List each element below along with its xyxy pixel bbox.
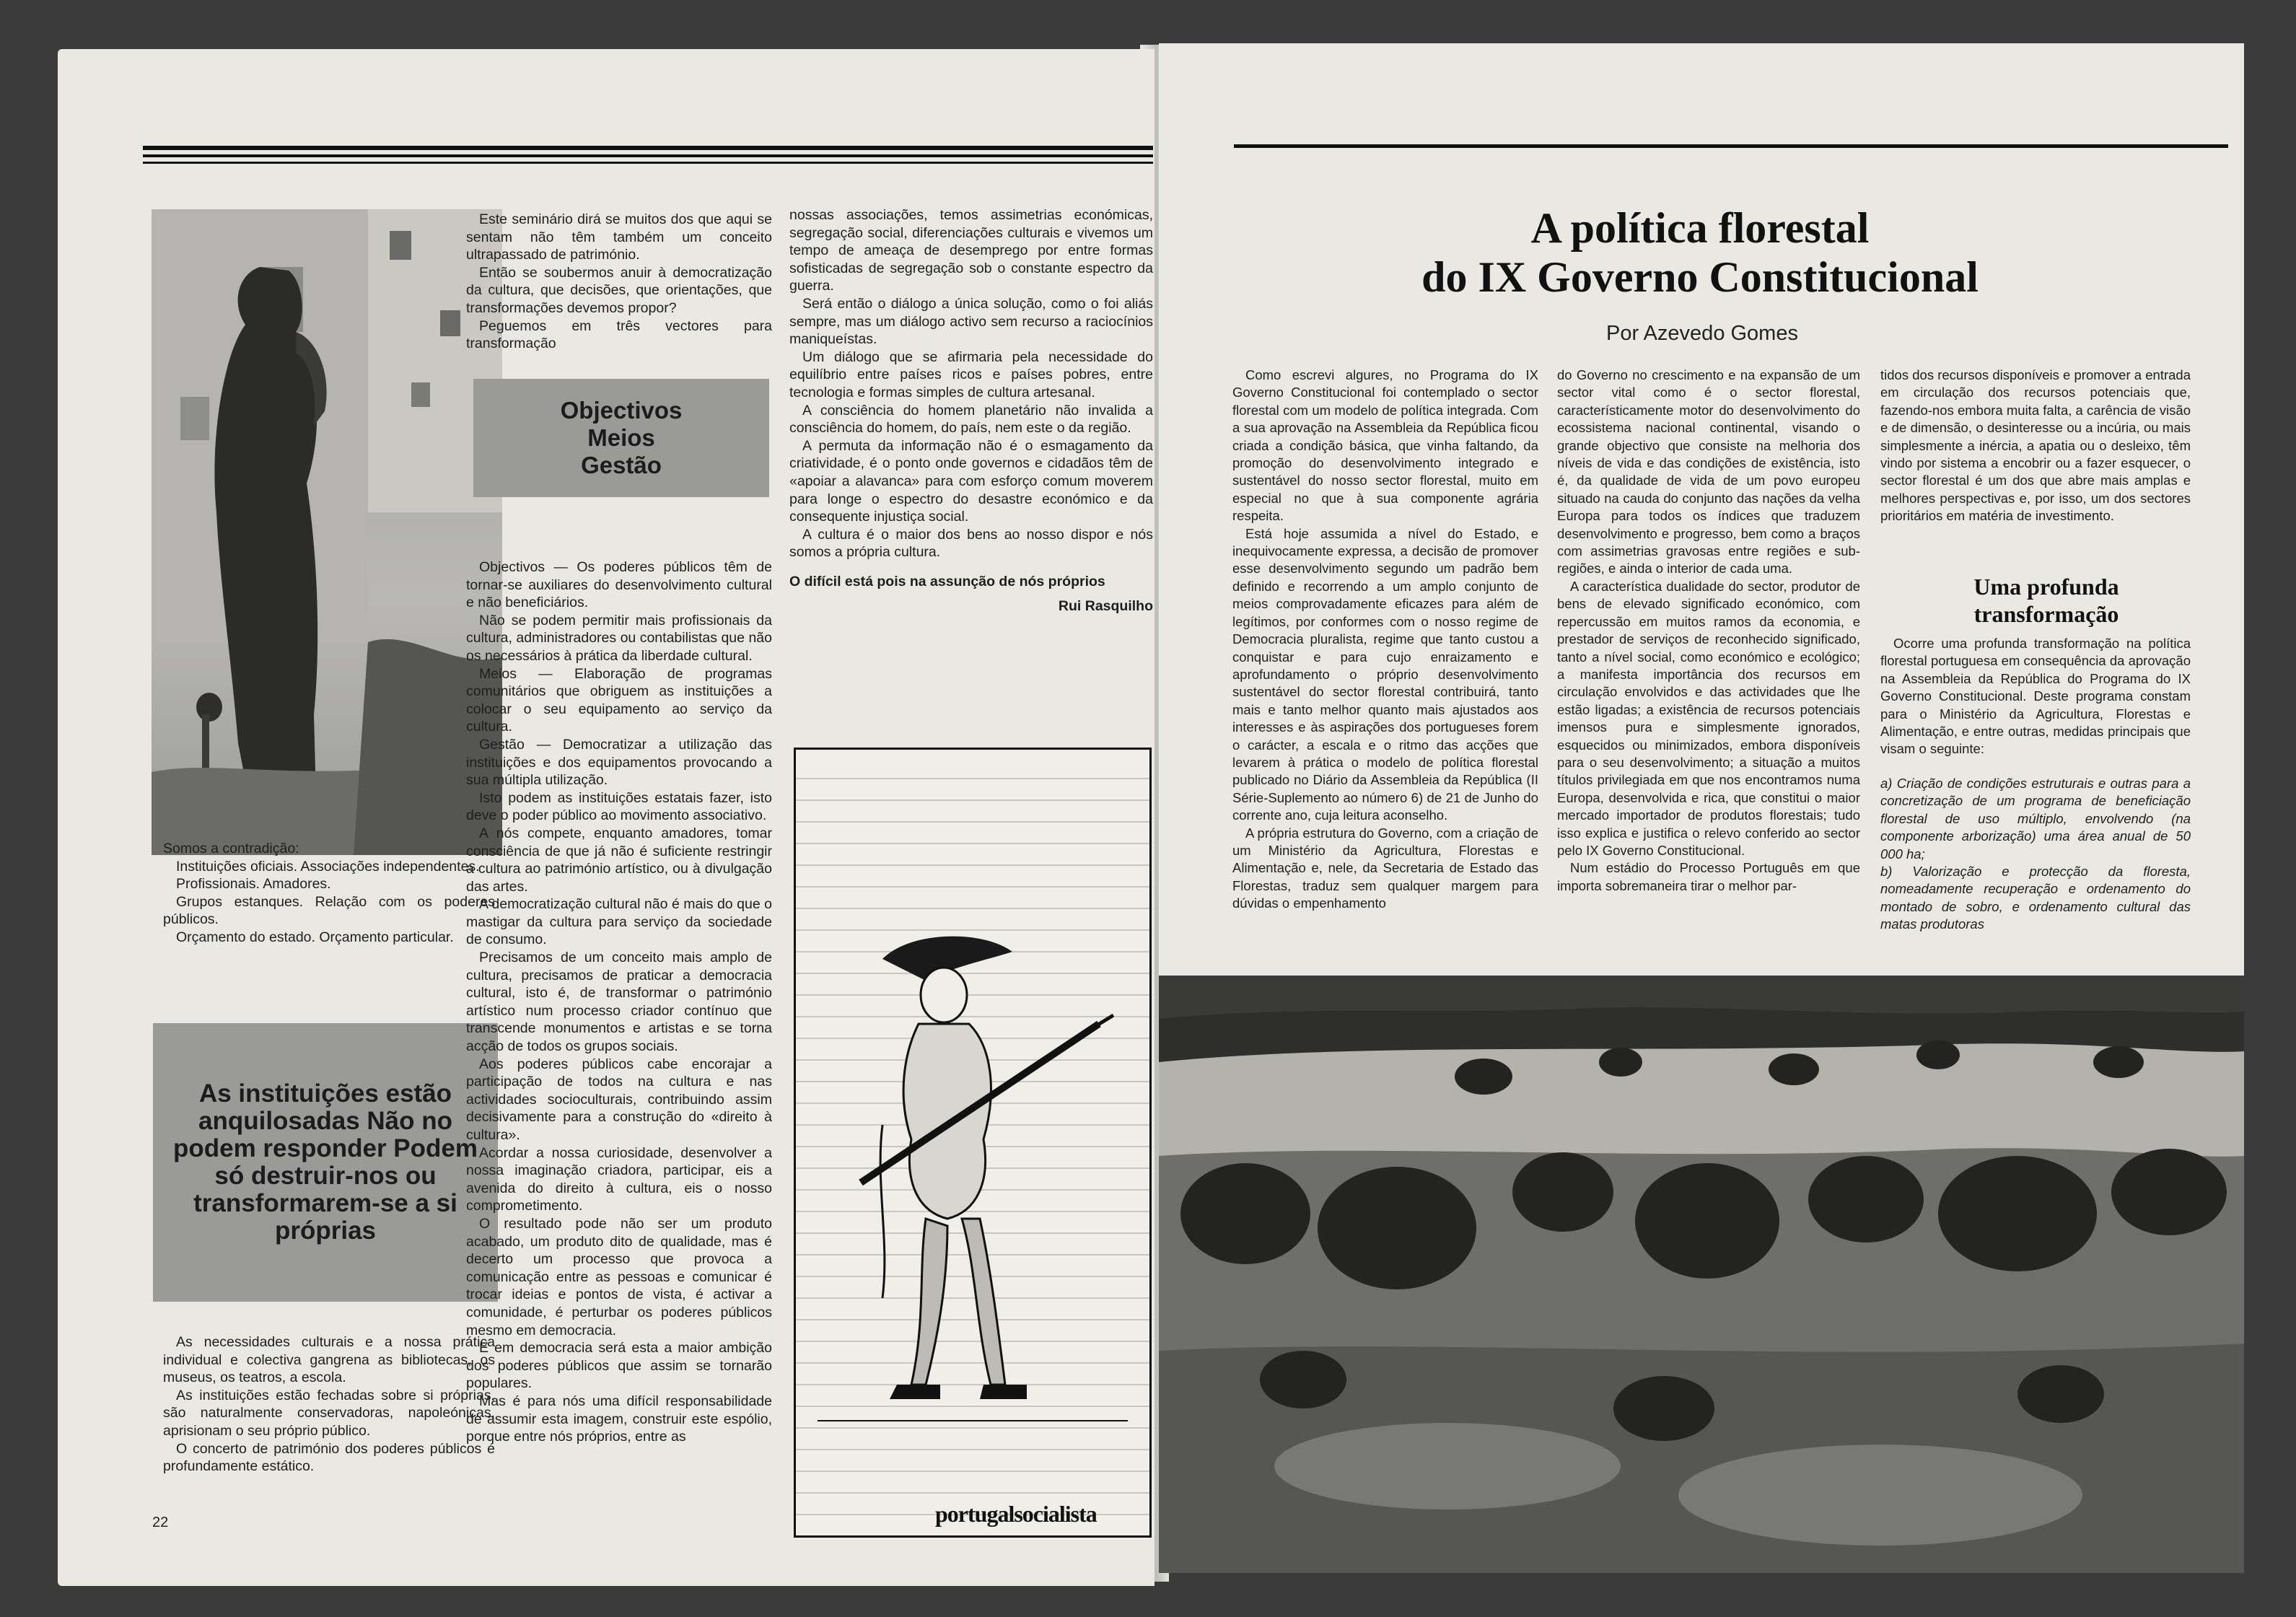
paragraph: Será então o diálogo a única solução, como o foi aliás sempre, mas um diálogo activo sem recurso a raciocínios maniqueístas. (789, 295, 1153, 348)
list-item: a) Criação de condições estruturais e outras para a concretização de um programa de beneficiação florestal de uso múltiplo, envolvendo (na componente arborização) uma área anual de 50 000 ha; (1880, 776, 2191, 862)
landscape-art (1159, 976, 2244, 1573)
right-col3-bottom (1880, 635, 2191, 758)
caption-line: Profissionais. Amadores. (176, 876, 331, 893)
byline: Por Azevedo Gomes (1606, 322, 1798, 345)
paragraph: A característica dualidade do sector, produtor de bens de elevado significado económico, com repercussão em muitos ramos da economia, e prestador de serviços de reconhecido significado, tanto a nível social, como económico e ecológico; a manifesta importância dos recursos em circulação envolvidos e das actividades que lhe estão ligadas; a existência de recursos potenciais imensos pura e simplesmente ignorados, esquecidos ou minimizados, embora disponíveis para o seu desenvolvimento; a situação a muitos títulos privilegiada em que nos encontramos numa Europa, desenvolvida e rica, que constitui o maior mercado importador de produtos florestais; tudo isso explica e justifica o relevo conferido ao sector pelo IX Governo Constitucional. (1557, 578, 1860, 858)
paragraph: E em democracia será esta a maior ambição dos poderes públicos que assim se tornarão populares. (466, 1340, 772, 1392)
paragraph: As necessidades culturais e a nossa prática individual e colectiva gangrena as bibliotecas, os museus, os teatros, a escola. (163, 1334, 495, 1386)
statue-photo (152, 209, 502, 855)
emphasis-line: O difícil está pois na assunção de nós próprios (789, 573, 1105, 590)
paragraph: As instituições estão fechadas sobre si próprias, são naturalmente conservadoras, napoleónicas, aprisionam o seu próprio público. (163, 1387, 495, 1439)
quote-box (153, 1023, 498, 1302)
omg-box (473, 379, 769, 497)
title-line-2: do IX Governo Constitucional (1421, 253, 1979, 301)
musketeer-art (796, 750, 1149, 1535)
paragraph: Um diálogo que se afirmaria pela necessidade do equilíbrio entre países ricos e países pobres, entre tecnologia e formas simples de cultura artesanal. (789, 349, 1153, 400)
paragraph: do Governo no crescimento e na expansão de um sector vital como é o sector florestal, característicamente motor do desenvolvimento do ecossistema nacional continental, visando o grande objectivo que consiste na melhoria dos níveis de vida e das condições de existência, isto é, da qualidade de vida de um povo europeu situado na cauda do conjunto das nações da velha Europa para todos os índices que traduzem desenvolvimento e progresso, bem como a braços com assimetrias gravosas entre regiões e sub-regiões, e ainda o interior de cada uma. (1557, 367, 1860, 577)
caption-block (163, 840, 495, 947)
left-col1-bottom (163, 1333, 495, 1476)
left-col3 (789, 206, 1153, 615)
author-name: Rui Rasquilho (1058, 598, 1153, 615)
paragraph: Mas é para nós uma difícil responsabilidade de assumir esta imagem, construir este espólio, porque entre nós próprios, entre as (466, 1393, 772, 1445)
omg-line: Meios (587, 424, 655, 451)
paragraph: Como escrevi algures, no Programa do IX Governo Constitucional foi contemplado o sector florestal com um modelo de política integrada. Com a sua aprovação na Assembleia da República ficou criada a condição básica, que vinha faltando, da promoção do desenvolvimento integrado e sustentável do nosso sector florestal, muito em especial no que à sua componente agrária respeita. (1232, 367, 1538, 524)
caption-line: Orçamento do estado. Orçamento particular. (176, 929, 454, 945)
paragraph: Acordar a nossa curiosidade, desenvolver a nossa imaginação criadora, participar, eis a avenida do direito à cultura, eis o nosso comprometimento. (466, 1144, 772, 1214)
subheading-line-2: transformação (1973, 601, 2119, 627)
quote-text: As instituições estão anquilosadas Não no podem responder Podem só destruir-nos ou transformarem-se a si próprias (172, 1079, 478, 1245)
caption-line: Grupos estanques. Relação com os poderes públicos. (163, 893, 495, 928)
page-number: 22 (152, 1515, 169, 1530)
paragraph: nossas associações, temos assimetrias económicas, segregação social, diferenciações culturais e vivemos um tempo de ameaça de desemprego por entre formas sofisticadas de segregação sob o constante espectro da guerra. (789, 207, 1153, 294)
paragraph: Está hoje assumida a nível do Estado, e inequivocamente expressa, a decisão de promover esse desenvolvimento segundo um padrão bem definido e recorrendo a um amplo conjunto de meios comprovadamente eficazes para além de legítimos, por conformes com o nosso regime de Democracia pluralista, regime que tanto custou a conquistar e para cujo enraizamento e aprofundamento o próprio desenvolvimento sustentável do sector florestal contribuirá, tanto mais e tanto melhor quanto mais ajustados aos interesses e às aspirações dos portugueses forem o carácter, a escala e o ritmo das acções que levarem à prática o modelo de política florestal publicado no Diário da Assembleia da República (II Série-Suplemento ao número 6) de 21 de Junho do corrente ano, cuja leitura aconselho. (1232, 525, 1538, 823)
paragraph: A democratização cultural não é mais do que o mastigar da cultura para serviço da sociedade de consumo. (466, 896, 772, 948)
omg-line: Gestão (581, 452, 662, 478)
omg-line: Objectivos (560, 397, 683, 424)
right-page (1159, 43, 2244, 1573)
musketeer-engraving (794, 748, 1152, 1538)
measures-list (1880, 775, 2191, 934)
paragraph: Objectivos — Os poderes públicos têm de tornar-se auxiliares do desenvolvimento cultural e não beneficiários. (466, 559, 772, 611)
header-rule-top (143, 146, 1153, 150)
paragraph: A consciência do homem planetário não invalida a consciência do homem, do país, nem este o da região. (789, 402, 1153, 437)
paragraph: Ocorre uma profunda transformação na política florestal portuguesa em consequência da aprovação na Assembleia da República do Programa do IX Governo Constitucional. Deste programa constam para o Ministério da Agricultura, Florestas e Alimentação, e entre outras, medidas principais que visam o seguinte: (1880, 636, 2191, 757)
article-title (1325, 203, 2075, 302)
paragraph: Então se soubermos anuir à democratização da cultura, que decisões, que orientações, que transformações devemos propor? (466, 264, 772, 316)
paragraph: Meios — Elaboração de programas comunitários que obriguem as instituições a colocar o seu equipamento ao serviço da cultura. (466, 665, 772, 735)
paragraph: Peguemos em três vectores para transformação (466, 317, 772, 352)
landscape-photo (1159, 976, 2244, 1573)
paragraph: Não se podem permitir mais profissionais da cultura, administradores ou contabilistas que não os necessários à prática da liberdade cultural. (466, 612, 772, 664)
list-item: b) Valorização e protecção da floresta, nomeadamente recuperação e ordenamento do montado de sobro, e ordenamento cultural das matas produtoras (1880, 864, 2191, 932)
paragraph: A própria estrutura do Governo, com a criação de um Ministério da Agricultura, Florestas e Alimentação e, nele, da Secretaria de Estado das Florestas, traduz sem qualquer margem para dúvidas o empenhamento (1232, 825, 1538, 911)
paragraph: O resultado pode não ser um produto acabado, um produto dito de qualidade, mas é decerto um processo que provoca a comunicação entre as pessoas e comunicar é trocar ideias e pontos de vista, é activar a comunidade, é perturbar os poderes públicos mesmo em democracia. (466, 1215, 772, 1338)
statue-photo-art (152, 209, 502, 855)
right-col1 (1232, 367, 1538, 913)
paragraph: Isto podem as instituições estatais fazer, isto deve o poder público ao movimento associativo. (466, 789, 772, 824)
paragraph: Este seminário dirá se muitos dos que aqui se sentam não têm também um conceito ultrapassado de património. (466, 211, 772, 263)
header-rule (1234, 144, 2228, 148)
paragraph: Num estádio do Processo Português em que importa sobremaneira tirar o melhor par- (1557, 860, 1860, 893)
header-rule-mid (143, 154, 1153, 157)
left-page (58, 49, 1154, 1586)
paragraph: Precisamos de um conceito mais amplo de cultura, precisamos de praticar a democracia cultural, isto é, de transformar o património artístico num processo criador contínuo que transcende monumentos e artistas e se torna acção de todos os grupos sociais. (466, 950, 772, 1055)
paragraph: A cultura é o maior dos bens ao nosso dispor e nós somos a própria cultura. (789, 526, 1153, 561)
paragraph: tidos dos recursos disponíveis e promover a entrada em circulação dos recursos potenciais que, fazendo-nos embora muita falta, a carência de visão e de dimensão, o desinteresse ou a incúria, ou mais simplesmente a inércia, a apatia ou o desleixo, têm vindo por sistema a encobrir ou a fazer esquecer, o sector florestal é um dos que abre mais amplas e melhores perspectivas e, por isso, um dos sectores prioritários em matéria de investimento. (1880, 367, 2191, 524)
magazine-brand: portugalsocialista (935, 1501, 1097, 1527)
caption-line: Somos a contradição: (163, 841, 299, 856)
header-rule-bottom (143, 162, 1153, 164)
right-col3 (1880, 367, 2191, 525)
left-col2-top (466, 211, 772, 353)
title-line-1: A política florestal (1530, 204, 1870, 252)
paragraph: A nós compete, enquanto amadores, tomar consciência de que já não é suficiente restringir a cultura ao património artístico, ou à divulgação das artes. (466, 825, 772, 895)
paragraph: O concerto de património dos poderes públicos é profundamente estático. (163, 1440, 495, 1475)
left-col2-bottom (466, 558, 772, 1446)
subheading-line-1: Uma profunda (1973, 574, 2119, 600)
paragraph: Aos poderes públicos cabe encorajar a participação de todos na cultura e nas actividades socioculturais, contribuindo assim decisivamente para a construção do «direito à cultura». (466, 1056, 772, 1143)
right-col2 (1557, 367, 1860, 895)
subheading (1909, 573, 2183, 628)
paragraph: A permuta da informação não é o esmagamento da criatividade, é o ponto onde governos e cidadãos têm de «apoiar a alavanca» para com esforço comum moverem para longe o espectro do desastre económico e da consequente injustiça social. (789, 437, 1153, 525)
caption-line: Instituições oficiais. Associações independentes. (176, 858, 480, 875)
paragraph: Gestão — Democratizar a utilização das instituições e dos equipamentos provocando a sua múltipla utilização. (466, 736, 772, 789)
